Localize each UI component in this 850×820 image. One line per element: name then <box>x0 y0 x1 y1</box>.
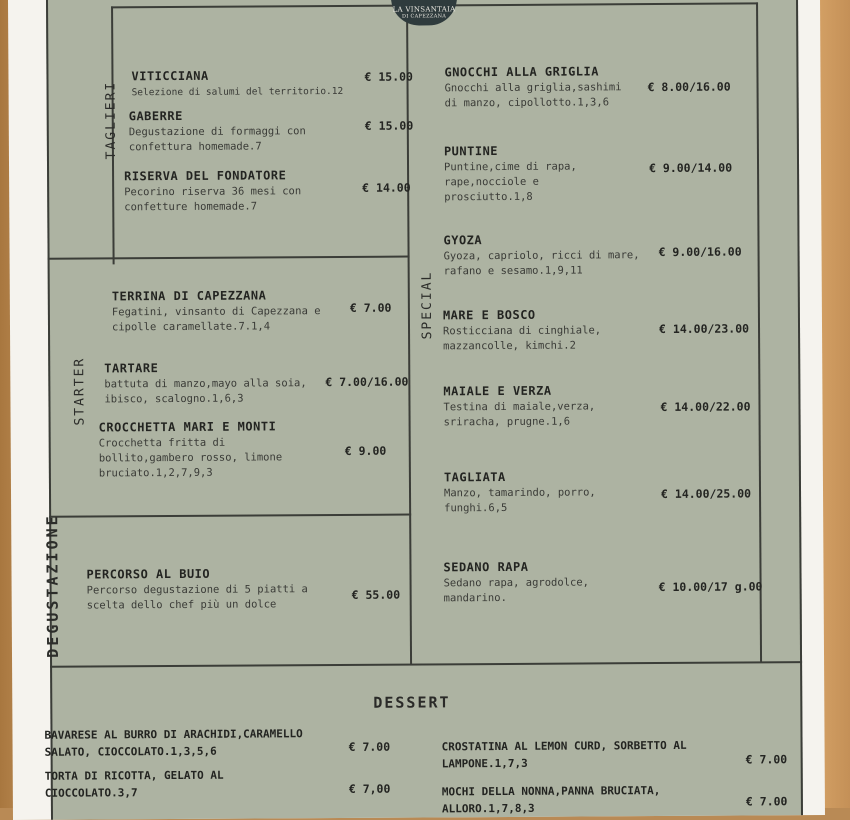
menu-item-viticciana: VITICCIANA Selezione di salumi del territorio.12 <box>131 68 344 99</box>
menu-item-puntine: PUNTINE Puntine,cime di rapa, rape,nocciole e prosciutto.1,8 <box>443 144 577 204</box>
section-label-degustazione: DEGUSTAZIONE <box>43 513 63 658</box>
price-percorso-al-buio: € 55.00 <box>351 587 401 602</box>
price-mare-e-bosco: € 14.00/23.00 <box>658 321 750 337</box>
price-gyoza: € 9.00/16.00 <box>658 244 742 260</box>
price-sedano-rapa: € 10.00/17 g.00 <box>658 579 763 595</box>
special-right-line <box>756 2 762 662</box>
menu-item-tartare: TARTARE battuta di manzo,mayo alla soia, ibisco, scalogno.1,6,3 <box>104 361 307 406</box>
menu-item-gaberre: GABERRE Degustazione di formaggi con confettura homemade.7 <box>128 108 306 154</box>
center-divider-line <box>406 5 412 665</box>
logo-line2: DI CAPEZZANA <box>401 13 447 20</box>
price-gnocchi-alla-griglia: € 8.00/16.00 <box>647 79 731 95</box>
price-viticciana: € 15.00 <box>364 69 413 84</box>
price-crocchetta-mari-e-monti: € 9.00 <box>344 443 387 458</box>
price-tartare: € 7.00/16.00 <box>325 374 409 390</box>
menu-paper <box>8 0 825 820</box>
menu-item-tagliata: TAGLIATA Manzo, tamarindo, porro, funghi.6,5 <box>443 469 596 515</box>
price-maiale-e-verza: € 14.00/22.00 <box>660 399 751 415</box>
menu-item-terrina-di-capezzana: TERRINA DI CAPEZZANA Fegatini, vinsanto di Capezzana e cipolle caramellate.7.1,4 <box>111 288 321 334</box>
dessert-item-crostatina: CROSTATINA AL LEMON CURD, SORBETTO AL LAMPONE.1,7,3 <box>441 738 687 771</box>
dessert-item-bavarese: BAVARESE AL BURRO DI ARACHIDI,CARAMELLO SALATO, CIOCCOLATO.1,3,5,6 <box>44 727 303 759</box>
section-label-starter: STARTER <box>72 356 88 426</box>
price-mochi-della-nonna: € 7.00 <box>745 794 788 809</box>
taglieri-bottom-line <box>48 256 410 260</box>
menu-panel <box>43 0 803 820</box>
menu-item-gyoza: GYOZA Gyoza, capriolo, ricci di mare, rafano e sesamo.1,9,11 <box>443 233 640 278</box>
price-tagliata: € 14.00/25.00 <box>660 486 752 502</box>
dessert-item-mochi-della-nonna: MOCHI DELLA NONNA,PANNA BRUCIATA, ALLORO.1,7,8,3 <box>441 784 661 816</box>
price-riserva-del-fondatore: € 14.00 <box>362 180 411 195</box>
frame-left-line <box>46 0 53 820</box>
price-crostatina: € 7.00 <box>745 752 788 767</box>
menu-item-gnocchi-alla-griglia: GNOCCHI ALLA GRIGLIA Gnocchi alla griglia,sashimi di manzo, cipollotto.1,3,6 <box>444 64 622 110</box>
price-terrina-di-capezzana: € 7.00 <box>349 300 392 315</box>
menu-item-mare-e-bosco: MARE E BOSCO Rosticciana di cinghiale, mazzancolle, kimchi.2 <box>442 307 602 353</box>
menu-item-riserva-del-fondatore: RISERVA DEL FONDATORE Pecorino riserva 36 mesi con confetture homemade.7 <box>124 168 302 214</box>
menu-item-sedano-rapa: SEDANO RAPA Sedano rapa, agrodolce, mandarino. <box>443 559 590 605</box>
section-label-special: SPECIAL <box>419 270 436 340</box>
price-puntine: € 9.00/14.00 <box>648 160 733 176</box>
menu-item-crocchetta-mari-e-monti: CROCCHETTA MARI E MONTI Crocchetta fritta di bollito,gambero rosso, limone bruciato.1,2,7,9,3 <box>98 419 283 480</box>
frame-right-line <box>796 0 803 815</box>
price-gaberre: € 15.00 <box>364 118 414 133</box>
dessert-item-torta-di-ricotta: TORTA DI RICOTTA, GELATO AL CIOCCOLATO.3,7 <box>44 768 224 800</box>
starter-bottom-line <box>49 514 411 518</box>
dessert-top-line <box>50 661 802 668</box>
menu-item-percorso-al-buio: PERCORSO AL BUIO Percorso degustazione di 5 piatti a scelta dello chef più un dolce <box>86 566 308 612</box>
dessert-title: DESSERT <box>373 693 451 712</box>
price-torta-di-ricotta: € 7,00 <box>348 781 391 796</box>
section-label-taglieri: TAGLIERI <box>103 80 119 160</box>
price-bavarese: € 7.00 <box>348 739 391 754</box>
logo-line1: LA VINSANTAIA <box>392 5 456 14</box>
menu-item-maiale-e-verza: MAIALE E VERZA Testina di maiale,verza, sriracha, prugne.1,6 <box>443 383 596 429</box>
restaurant-logo <box>391 0 457 26</box>
